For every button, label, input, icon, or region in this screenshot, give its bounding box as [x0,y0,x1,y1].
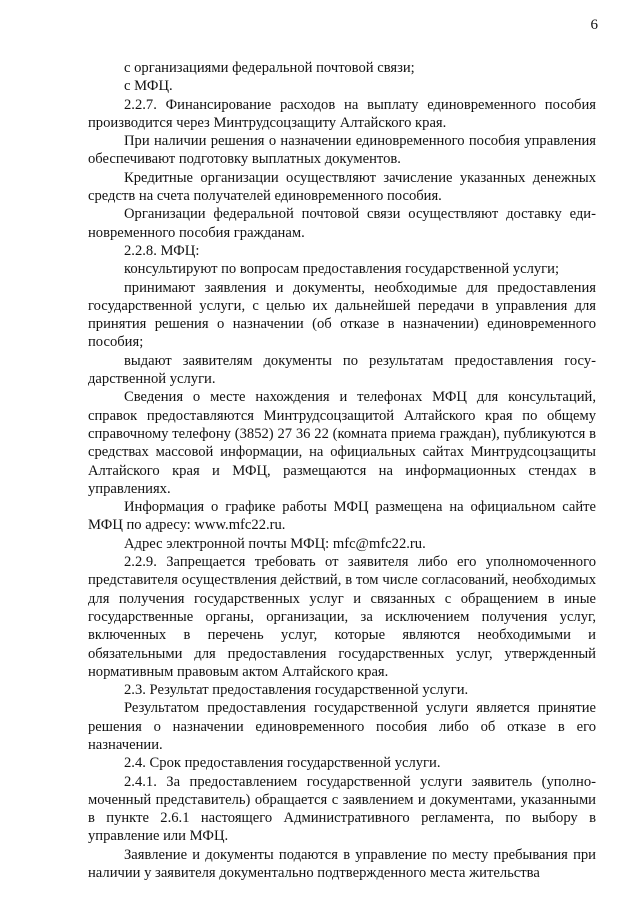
paragraph: 2.4. Срок предоставления государственной услуги. [124,755,441,772]
paragraph: консультируют по вопросам предоставления государственной услуги; [124,261,560,278]
paragraph: принимают заявления и документы, необходимые для предоставления государственной услуги, с целью их дальнейшей передачи в управления для принятия решения о назначении (об отказе в назначении) единовременного пособия; [88,279,596,351]
paragraph: с МФЦ. [124,78,173,95]
paragraph: выдают заявителям документы по результатам предоставления государственной услуги. [88,352,596,388]
paragraph: Информация о графике работы МФЦ размещена на официальном сайте МФЦ по адресу: www.mfc22.ru. [88,499,596,534]
paragraph: с организациями федеральной почтовой связи; [124,60,415,76]
paragraph: Кредитные организации осуществляют зачисление указанных денежных средств на счета получателей единовременного пособия. [88,169,596,205]
paragraph: Заявление и документы подаются в управление по месту пребывания при наличии у заявителя документально подтвержденного места жительства [88,846,596,882]
paragraph: 2.2.9. Запрещается требовать от заявителя либо его уполномоченного представителя осуществления действий, в том числе согласований, необходимых для получения государственных услуг и связанных с обращением в иные государственные органы, организации, за исключением получения услуг, включенных в перечень услуг, которые являются необходимыми и обязательными для предоставления государственных услуг, утвержденный нормативным правовым актом Алтайского края. [88,554,596,680]
paragraph: 2.4.1. За предоставлением государственной услуги заявитель (уполномоченный представитель) обращается с заявлением и документами, указанными в пункте 2.6.1 настоящего Административного регламента, по выбору в управление или МФЦ. [88,773,596,845]
paragraph: При наличии решения о назначении единовременного пособия управления обеспечивают подготовку выплатных документов. [88,133,596,168]
paragraph: Адрес электронной почты МФЦ: mfc@mfc22.ru. [124,535,426,552]
page-number: 6 [590,17,598,33]
paragraph: 2.3. Результат предоставления государственной услуги. [124,682,469,699]
paragraph: Сведения о месте нахождения и телефонах МФЦ для консультаций, справок предоставляются Минтрудсоцзащитой Алтайского края по общему справочному телефону (3852) 27 36 22 (комната приема граждан), публикуются в средствах массовой информации, на официальных сайтах Минтрудсоцзащиты Алтайского края и МФЦ, размещаются на информационных стендах в управлениях. [88,389,596,497]
paragraph: 2.2.7. Финансирование расходов на выплату единовременного пособия производится через Минтрудсоцзащиту Алтайского края. [88,96,596,131]
paragraph: Результатом предоставления государственной услуги является принятие решения о назначении единовременного пособия либо об отказе в его назначении. [88,700,596,753]
paragraph: Организации федеральной почтовой связи осуществляют доставку единовременного пособия гражданам. [88,206,596,241]
paragraph: 2.2.8. МФЦ: [124,242,200,259]
body-text [88,59,596,882]
